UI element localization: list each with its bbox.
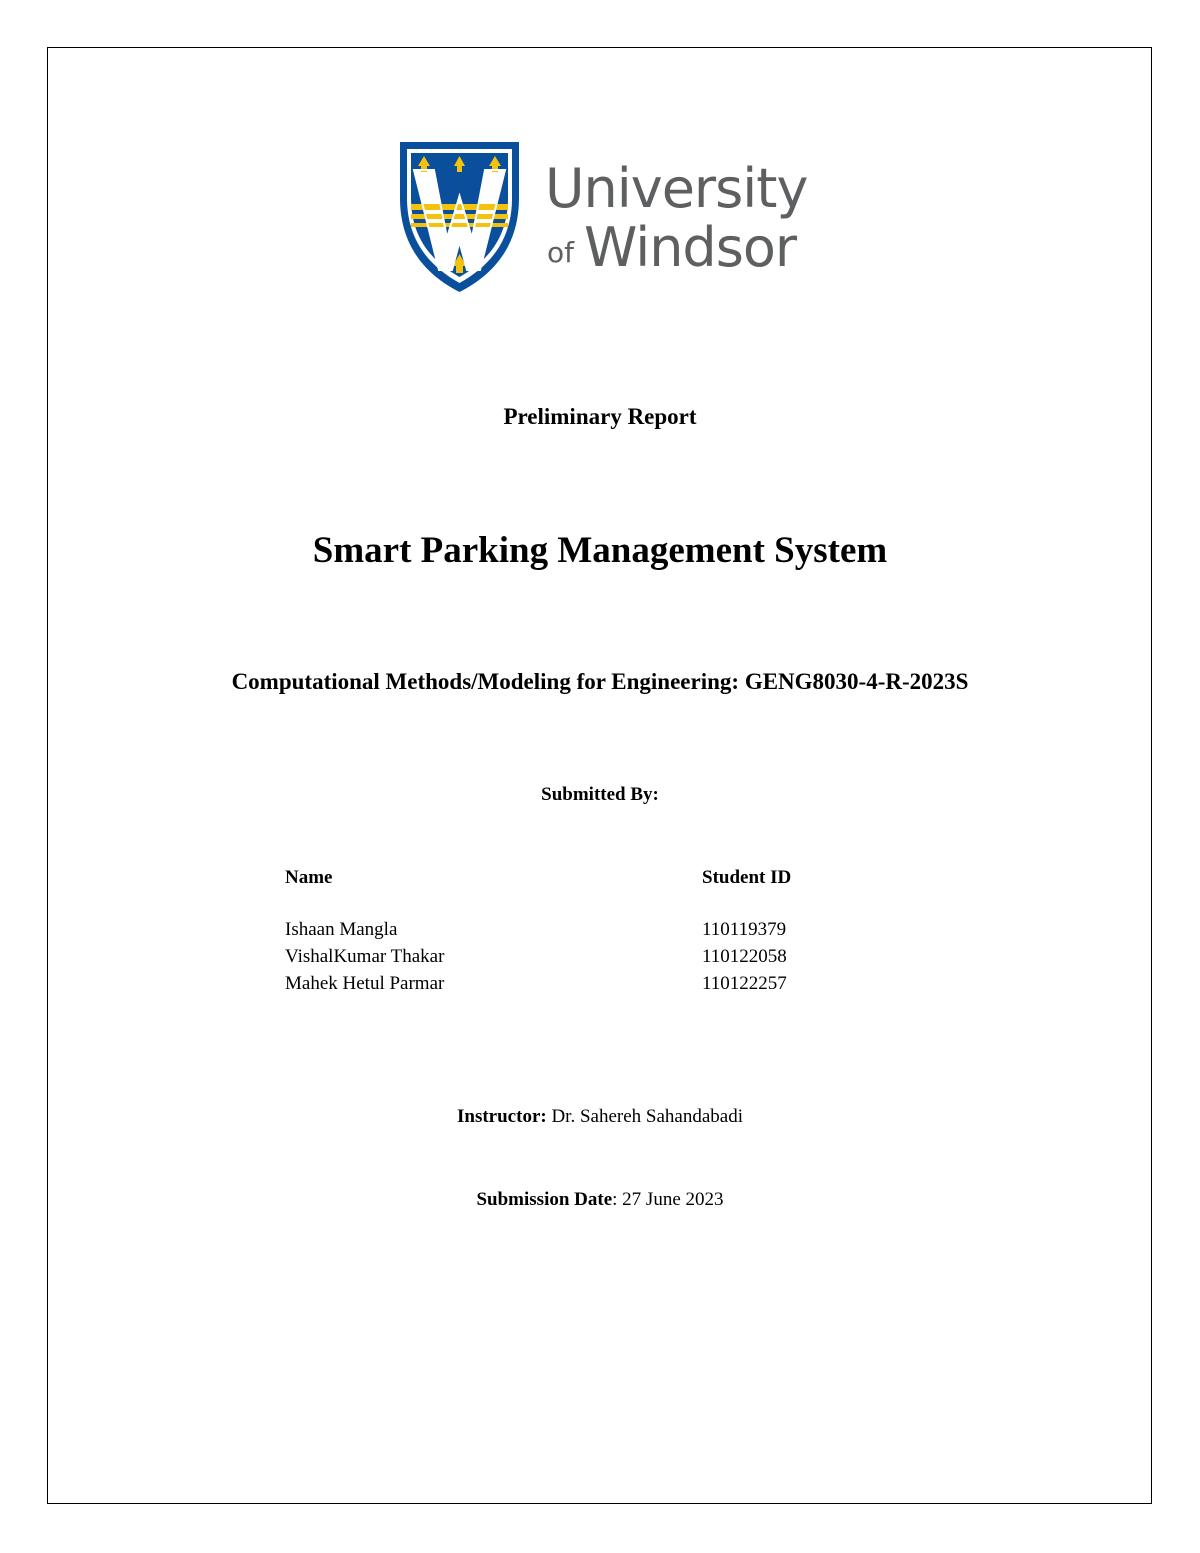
shield-crest-icon [396,138,523,295]
instructor-line [0,1106,1200,1128]
logo-wordmark-windsor: Windsor [584,216,797,279]
logo-wordmark-university: University [545,157,808,220]
submission-date-label: Submission Date [476,1189,613,1210]
member-name: VishalKumar Thakar [285,946,445,967]
submission-date-value: : 27 June 2023 [612,1189,724,1210]
member-name: Ishaan Mangla [285,919,398,940]
team-member-row [285,970,885,997]
member-student-id: 110122058 [702,946,787,967]
instructor-label: Instructor: [457,1106,547,1127]
member-name: Mahek Hetul Parmar [285,973,445,994]
member-student-id: 110119379 [702,919,787,940]
report-type-heading: Preliminary Report [503,404,697,429]
member-student-id: 110122257 [702,973,787,994]
team-member-row [285,943,885,970]
instructor-name: Dr. Sahereh Sahandabadi [551,1106,743,1127]
student-id-column-header: Student ID [702,867,792,888]
submission-date-line [0,1189,1200,1211]
team-table-header [285,864,885,891]
logo-wordmark-of: of [547,236,574,269]
team-table [285,864,885,997]
course-title: Computational Methods/Modeling for Engineering: GENG8030-4-R-2023S [231,669,969,694]
university-logo [396,138,806,298]
submitted-by-label: Submitted By: [541,784,659,805]
team-member-row [285,916,885,943]
name-column-header: Name [285,867,333,888]
project-title: Smart Parking Management System [312,530,888,571]
